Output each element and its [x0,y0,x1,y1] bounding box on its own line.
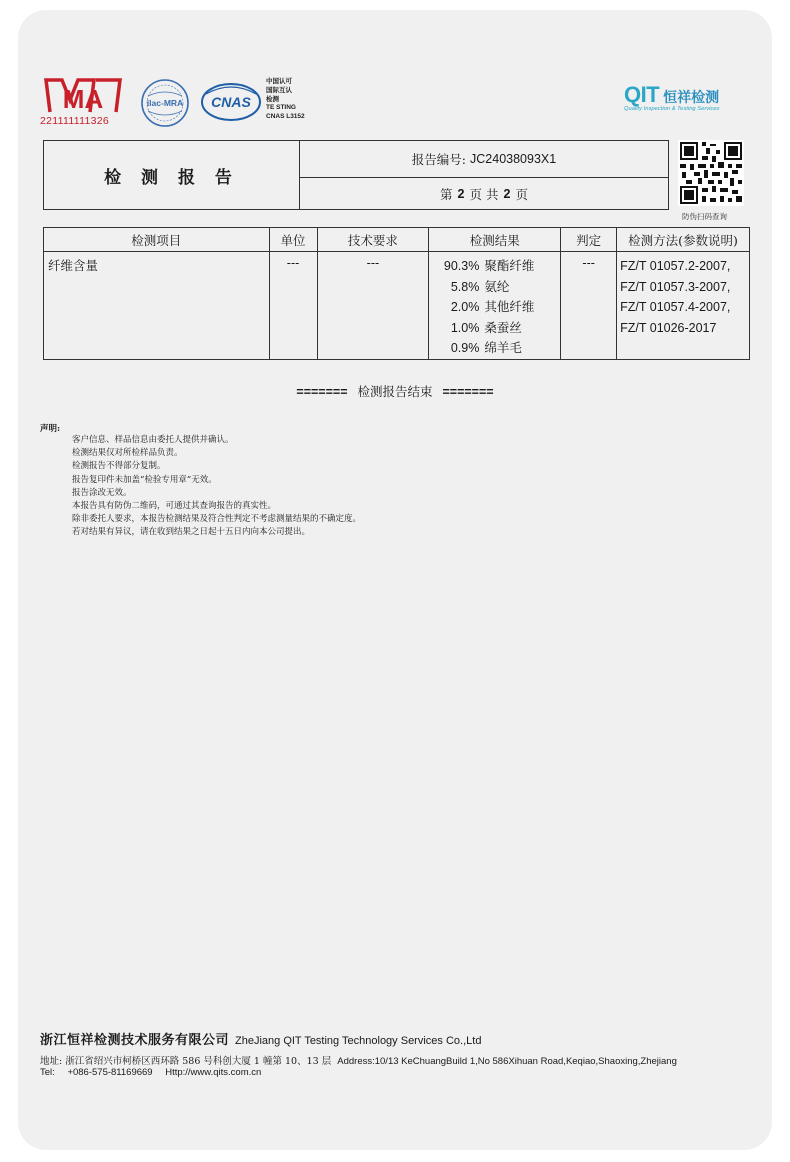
page-mid: 页 共 [469,186,499,202]
company-contact [40,1067,261,1078]
qit-tagline: Quality Inspection & Testing Services [624,106,720,112]
page-suffix: 页 [515,186,528,202]
report-header-table [43,140,669,210]
report-title: 检 测 报 告 [44,141,300,209]
col-header-judgement: 判定 [561,228,617,252]
cell-requirement: --- [317,252,429,360]
cell-results [429,252,561,360]
col-header-result: 检测结果 [429,228,561,252]
col-header-requirement: 技术要求 [317,228,429,252]
cell-unit: --- [269,252,317,360]
report-number-label: 报告编号: [411,152,467,167]
address-label: 地址: [40,1056,63,1067]
declaration-item: 客户信息、样品信息由委托人提供并确认。 [72,435,234,445]
website-link[interactable]: Http://www.qits.com.cn [165,1067,262,1078]
cell-item: 纤维含量 [44,252,270,360]
page-prefix: 第 [440,186,453,202]
result-percent: 2.0% [450,300,480,315]
cell-judgement: --- [561,252,617,360]
result-fiber: 聚酯纤维 [484,258,535,273]
result-fiber: 绵羊毛 [484,340,522,356]
company-name [40,1029,481,1048]
qit-chinese-name: 恒祥检测 [663,90,720,106]
table-row [44,252,750,360]
end-marker-left: ======= [296,385,348,399]
cma-logo-text: MA [62,84,104,114]
test-results-table [43,227,750,360]
end-marker-text: 检测报告结束 [357,384,433,399]
declaration-item: 报告涂改无效。 [72,487,132,498]
address-cn: 浙江省绍兴市柯桥区西环路 586 号科创大厦 1 幢第 10、13 层 [65,1056,332,1067]
report-end-marker [0,382,790,400]
tel-value: +086-575-81169669 [67,1067,153,1078]
cnas-accreditation-text [266,78,305,122]
report-number-cell [300,141,668,178]
cnas-line: 国际互认 [266,86,292,94]
page-total: 2 [503,186,511,201]
result-percent: 0.9% [450,341,480,356]
result-line [429,338,560,359]
method-line: FZ/T 01057.3-2007, [620,279,731,294]
result-percent: 1.0% [450,320,480,335]
company-name-en: ZheJiang QIT Testing Technology Services Co.,Ltd [235,1035,482,1047]
declaration-item: 若对结果有异议，请在收到结果之日起十五日内向本公司提出。 [72,527,311,538]
cnas-logo [200,82,262,122]
declaration-item: 报告复印件未加盖“检验专用章”无效。 [72,474,217,485]
report-number-value: JC24038093X1 [470,152,557,166]
address-en: Address:10/13 KeChuangBuild 1,No 586Xihuan Road,Keqiao,Shaoxing,Zhejiang [337,1056,677,1067]
result-line [429,277,560,298]
result-percent: 5.8% [450,279,480,294]
anti-counterfeit-qr-code[interactable] [678,140,744,206]
qr-caption: 防伪扫码查询 [682,212,727,221]
declaration-item: 检测报告不得部分复制。 [72,461,166,472]
result-percent: 90.3% [443,259,480,273]
company-name-cn: 浙江恒祥检测技术服务有限公司 [40,1033,230,1048]
declaration-item: 本报告具有防伪二维码，可通过其查询报告的真实性。 [72,501,277,512]
page-current: 2 [457,186,465,201]
ilac-mra-logo [140,78,190,128]
col-header-method: 检测方法(参数说明) [617,228,750,252]
tel-label: Tel: [40,1067,55,1078]
col-header-item: 检测项目 [44,228,270,252]
result-fiber: 其他纤维 [484,299,535,315]
result-line [429,318,560,339]
cnas-logo-text: CNAS [211,94,251,110]
page-count-cell [300,178,668,209]
cnas-line: 中国认可 [266,78,292,85]
qit-mark: QIT [624,82,660,107]
method-line: FZ/T 01057.2-2007, [620,259,731,273]
cnas-line: 检测 [266,95,279,103]
table-header-row [44,228,750,252]
cnas-line: TE STING [266,104,296,112]
result-line [429,256,560,277]
declaration-title: 声明: [40,424,61,434]
declaration-list [72,434,361,540]
ilac-mra-text: ilac-MRA [146,98,184,108]
company-address [40,1053,677,1067]
end-marker-right: ======= [442,385,494,399]
declaration-item: 检测结果仅对所检样品负责。 [72,448,183,459]
method-line: FZ/T 01057.4-2007, [620,300,731,315]
result-line [429,297,560,318]
cma-number: 221111111326 [40,115,109,127]
result-fiber: 氨纶 [484,278,510,294]
result-fiber: 桑蚕丝 [484,319,522,335]
cnas-line: CNAS L3152 [266,113,305,121]
qit-logo [624,82,719,108]
declaration-item: 除非委托人要求，本报告检测结果及符合性判定不考虑测量结果的不确定度。 [72,514,362,525]
method-line: FZ/T 01026-2017 [620,320,717,335]
col-header-unit: 单位 [269,228,317,252]
cma-logo [44,76,122,116]
cell-methods [617,252,750,360]
